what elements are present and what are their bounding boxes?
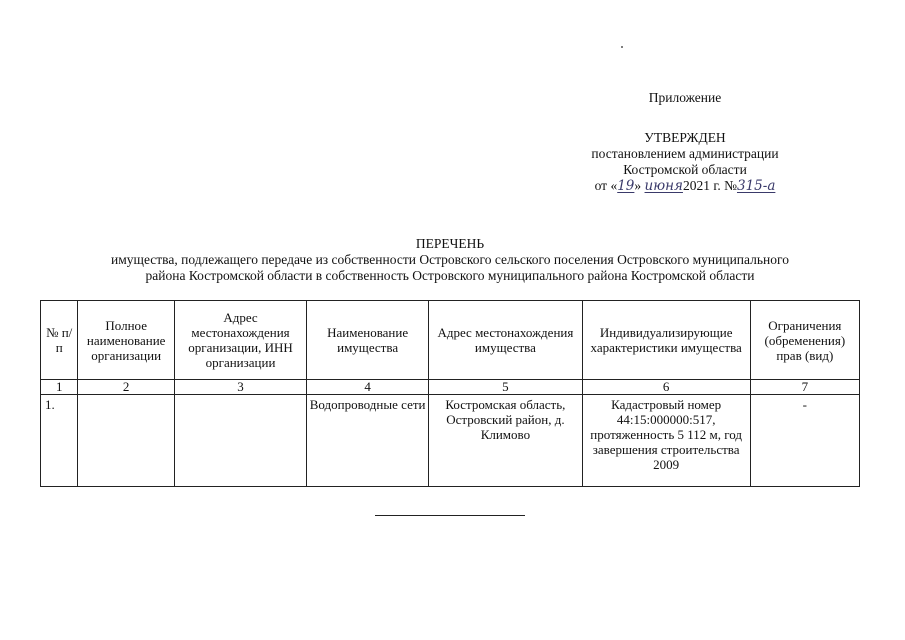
approved-region-line: Костромской области (623, 162, 747, 177)
table-header-row (41, 301, 860, 380)
document-title: ПЕРЕЧЕНЬ (415, 236, 485, 251)
column-number: 2 (78, 380, 175, 395)
document-subtitle-line-1: имущества, подлежащего передаче из собственности Островского сельского поселения Островского муниципального (111, 252, 789, 267)
document-subtitle-line-2: района Костромской области в собственность Островского муниципального района Костромской области (145, 268, 755, 283)
property-table (40, 300, 860, 487)
date-year: 2021 г. № (682, 178, 737, 193)
header-characteristics: Индивидуализирующие характеристики имущества (582, 301, 750, 380)
column-number: 3 (174, 380, 306, 395)
document-title-block (40, 236, 860, 284)
column-number: 6 (582, 380, 750, 395)
header-property-address: Адрес местонахождения имущества (429, 301, 582, 380)
row-characteristics: Кадастровый номер 44:15:000000:517, протяженность 5 112 м, год завершения строительства 2009 (582, 395, 750, 487)
column-number: 7 (750, 380, 859, 395)
table-row (41, 395, 860, 487)
handwritten-day: 19 (617, 178, 635, 194)
row-org-address (174, 395, 306, 487)
row-num: 1. (41, 395, 78, 487)
header-restrictions: Ограничения (обременения) прав (вид) (750, 301, 859, 380)
row-org-name (78, 395, 175, 487)
handwritten-month: июня (644, 178, 683, 194)
column-number: 5 (429, 380, 582, 395)
date-prefix: от « (594, 178, 618, 193)
scan-speck (621, 46, 623, 48)
end-divider (375, 515, 525, 516)
column-number-row (41, 380, 860, 395)
date-separator: » (634, 178, 645, 193)
appendix-label: Приложение (648, 90, 722, 105)
header-org-name: Полное наименование организации (78, 301, 175, 380)
handwritten-number: 315-а (736, 178, 776, 194)
approval-date-line (540, 178, 830, 194)
approved-heading: УТВЕРЖДЕН (644, 130, 726, 145)
column-number: 1 (41, 380, 78, 395)
row-property-name: Водопроводные сети (307, 395, 429, 487)
header-property-name: Наименование имущества (307, 301, 429, 380)
header-org-address: Адрес местонахождения организации, ИНН организации (174, 301, 306, 380)
column-number: 4 (307, 380, 429, 395)
header-num: № п/п (41, 301, 78, 380)
row-property-address: Костромская область, Островский район, д. Климово (429, 395, 582, 487)
row-restrictions: - (750, 395, 859, 487)
approval-block (540, 130, 830, 194)
approved-by-line: постановлением администрации (591, 146, 779, 161)
